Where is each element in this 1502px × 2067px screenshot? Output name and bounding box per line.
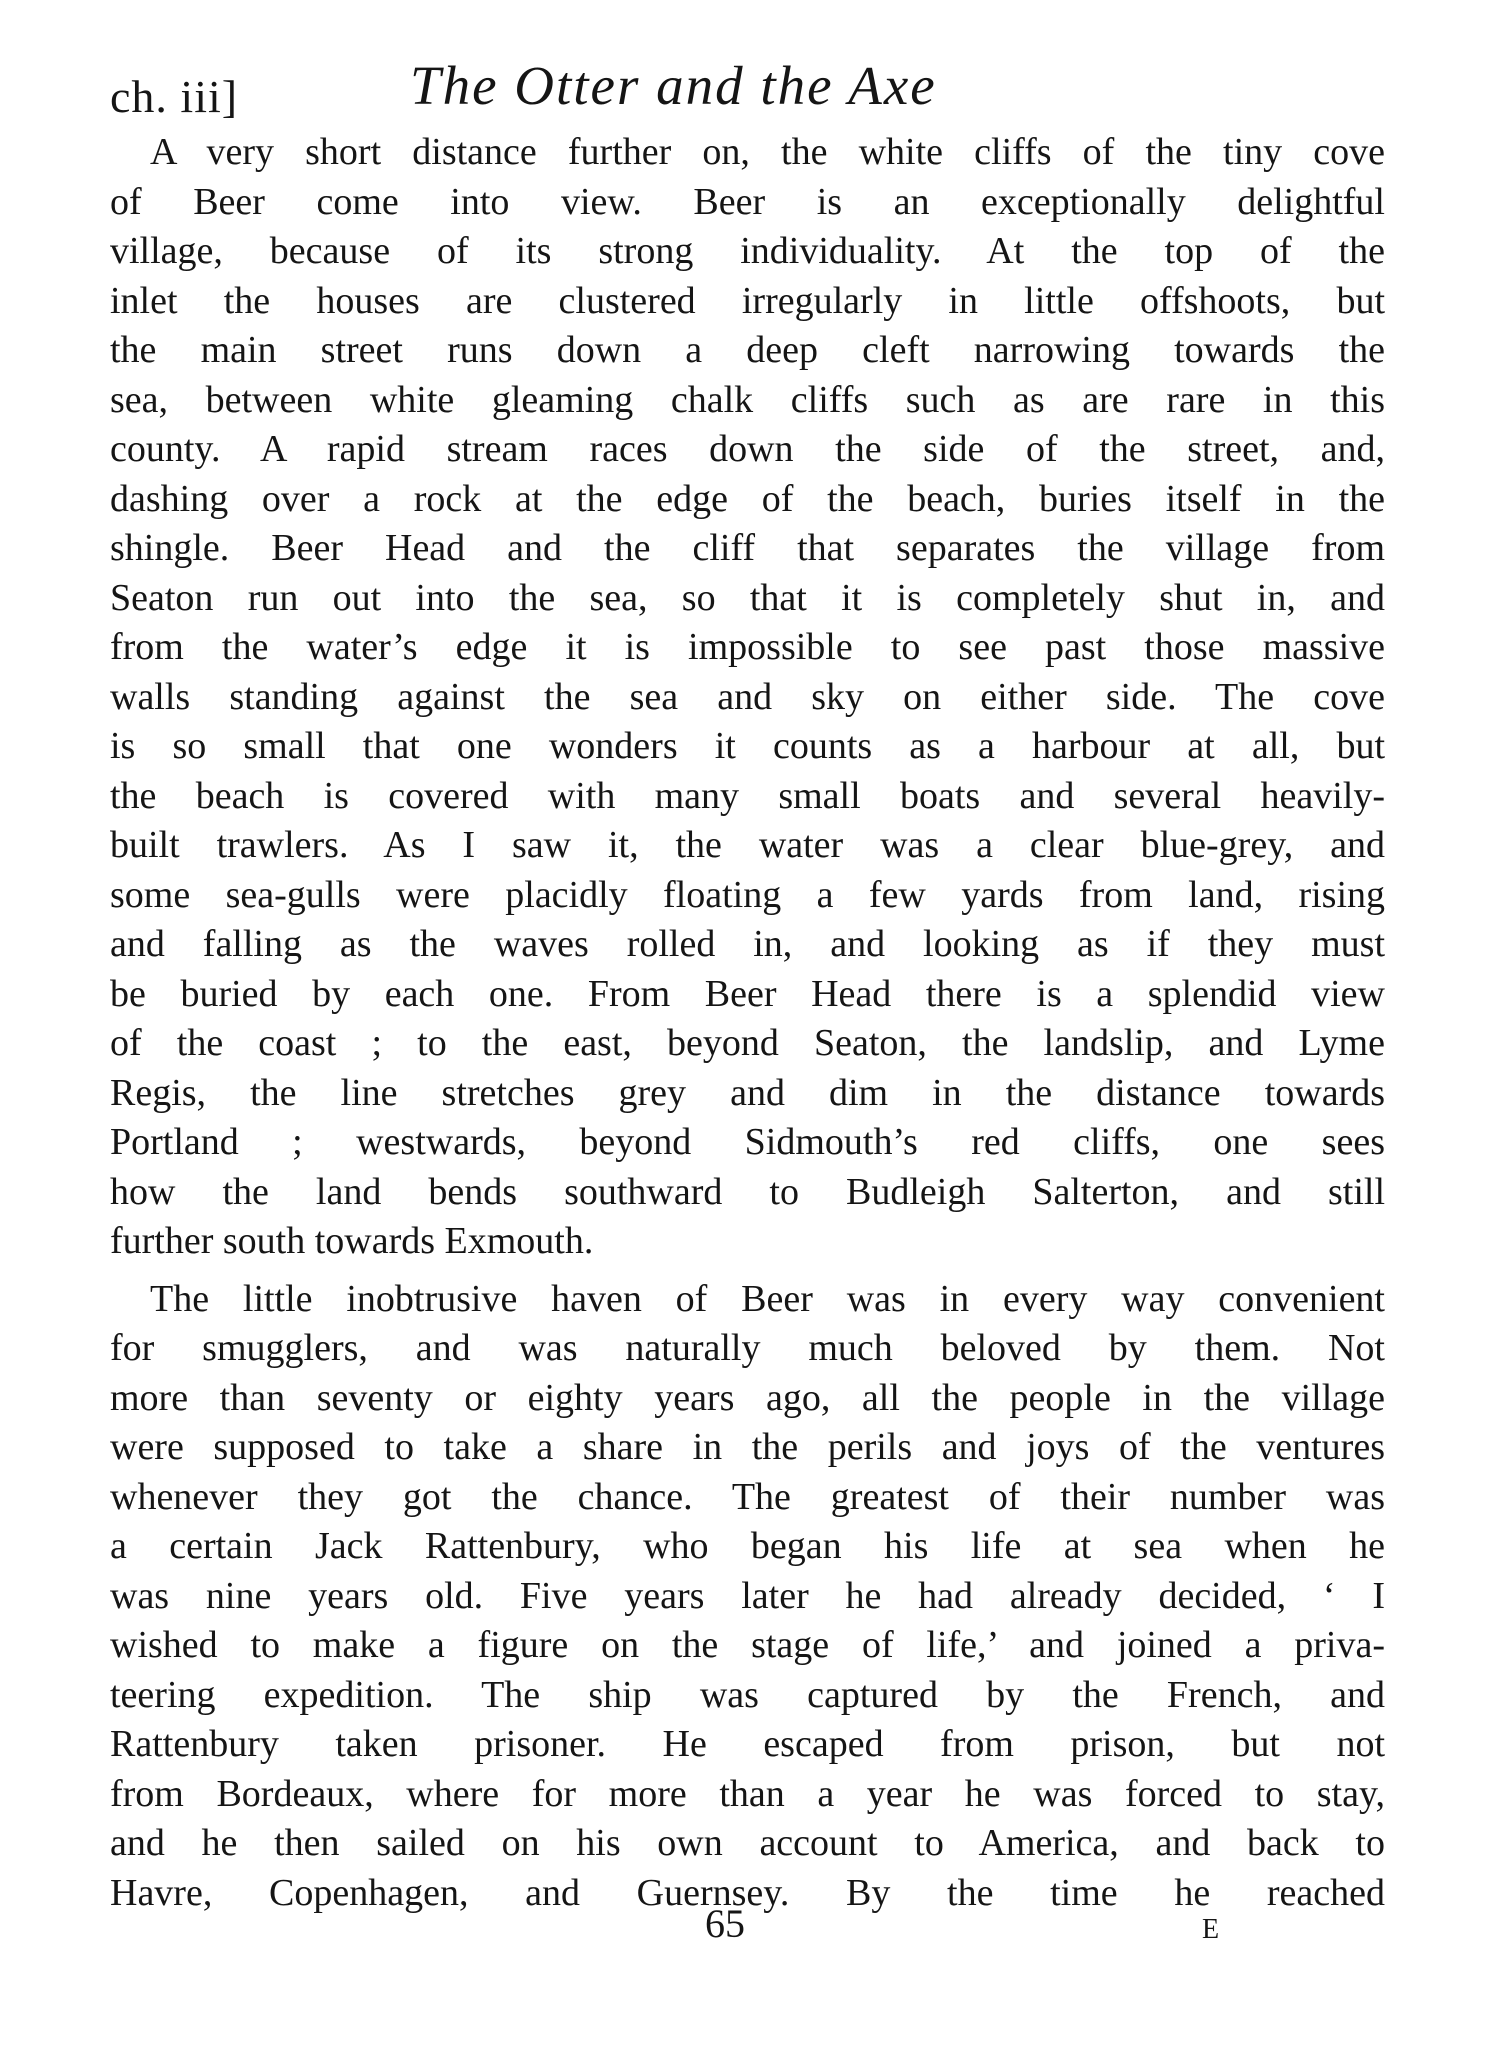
text-line: teering expedition. The ship was captured by the French, and [110,1673,1385,1716]
text-line: from Bordeaux, where for more than a year he was forced to stay, [110,1772,1385,1815]
text-line: how the land bends southward to Budleigh Salterton, and still [110,1170,1385,1213]
page-number: 65 [705,1901,745,1946]
text-line: Seaton run out into the sea, so that it is completely shut in, and [110,576,1385,619]
text-line: village, because of its strong individuality. At the top of the [110,230,1385,272]
text-line: inlet the houses are clustered irregularly in little offshoots, but [110,279,1385,322]
text-line: was nine years old. Five years later he had already decided, ‘ I [110,1574,1385,1617]
text-line: A very short distance further on, the white cliffs of the tiny cove [150,131,1385,173]
text-line: and he then sailed on his own account to America, and back to [110,1822,1385,1864]
running-title: The Otter and the Axe [410,55,937,116]
text-line: for smugglers, and was naturally much beloved by them. Not [110,1327,1385,1369]
text-line: county. A rapid stream races down the side of the street, and, [110,428,1385,470]
text-line: be buried by each one. From Beer Head there is a splendid view [110,972,1385,1015]
paragraph-gap [110,1267,1385,1275]
text-line: walls standing against the sea and sky on either side. The cove [110,675,1385,718]
text-line: some sea-gulls were placidly floating a few yards from land, rising [110,873,1385,916]
text-line: built trawlers. As I saw it, the water was a clear blue-grey, and [110,824,1385,866]
text-line: Havre, Copenhagen, and Guernsey. By the time he reached [110,1871,1385,1914]
text-line: the beach is covered with many small boats and several heavily- [110,774,1385,817]
text-line: Portland ; westwards, beyond Sidmouth’s red cliffs, one sees [110,1121,1385,1163]
text-line: of Beer come into view. Beer is an exceptionally delightful [110,180,1385,223]
text-line: were supposed to take a share in the perils and joys of the ventures [110,1426,1385,1468]
text-line: shingle. Beer Head and the cliff that separates the village from [110,527,1385,569]
paragraph-2 [110,1275,1385,1919]
text-line: and falling as the waves rolled in, and looking as if they must [110,923,1385,965]
text-line: further south towards Exmouth. [110,1220,594,1262]
text-line: Regis, the line stretches grey and dim in the distance towards [110,1071,1385,1114]
text-line: The little inobtrusive haven of Beer was in every way convenient [150,1277,1385,1320]
text-line: of the coast ; to the east, beyond Seaton, the landslip, and Lyme [110,1022,1385,1064]
paragraph-1 [110,128,1385,1267]
running-header [110,52,1390,132]
text-line: more than seventy or eighty years ago, all the people in the village [110,1376,1385,1419]
text-line: sea, between white gleaming chalk cliffs such as are rare in this [110,378,1385,421]
signature-mark: E [1202,1914,1221,1945]
text-line: from the water’s edge it is impossible to see past those massive [110,626,1385,668]
text-line: whenever they got the chance. The greatest of their number was [110,1475,1385,1518]
text-line: wished to make a figure on the stage of life,’ and joined a priva- [110,1624,1385,1666]
chapter-marker: ch. iii] [110,71,239,122]
text-line: is so small that one wonders it counts as a harbour at all, but [110,725,1385,767]
page-footer [0,1900,1502,1960]
text-line: the main street runs down a deep cleft narrowing towards the [110,329,1385,371]
text-line: a certain Jack Rattenbury, who began his life at sea when he [110,1525,1385,1567]
text-line: dashing over a rock at the edge of the beach, buries itself in the [110,477,1385,520]
text-line: Rattenbury taken prisoner. He escaped from prison, but not [110,1723,1385,1765]
body-text [110,128,1385,1918]
